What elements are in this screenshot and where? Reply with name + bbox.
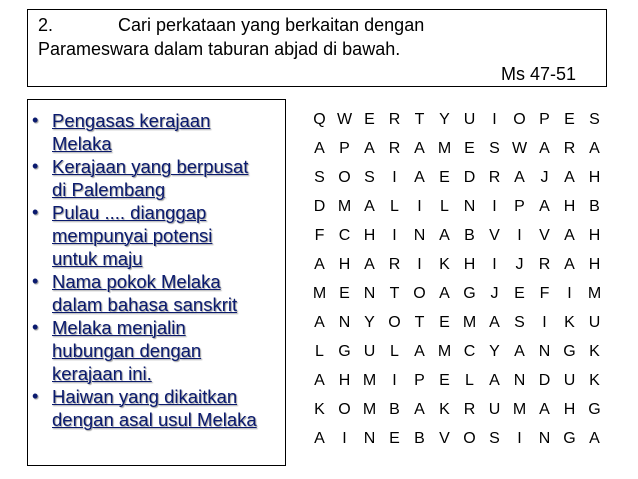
grid-letter[interactable]: A [564, 169, 575, 186]
grid-letter[interactable]: O [413, 285, 426, 302]
bullet-icon: • [32, 202, 39, 222]
clue-line: Nama pokok Melaka [52, 271, 221, 292]
grid-letter[interactable]: L [315, 343, 324, 360]
instruction-text-1: Cari perkataan yang berkaitan dengan [118, 15, 425, 35]
grid-letter[interactable]: C [338, 227, 351, 244]
grid-letter[interactable]: A [564, 256, 575, 273]
clue-line: dalam bahasa sanskrit [52, 294, 238, 315]
grid-letter[interactable]: I [517, 227, 522, 244]
grid-letter[interactable]: U [463, 111, 476, 128]
grid-letter[interactable]: W [336, 111, 353, 128]
grid-letter[interactable]: V [489, 227, 500, 244]
clue-line: Kerajaan yang berpusat [52, 156, 249, 177]
grid-row [307, 284, 607, 313]
grid-row [307, 429, 607, 458]
grid-letter[interactable]: G [563, 430, 576, 447]
grid-row [307, 139, 607, 168]
grid-letter[interactable]: N [413, 227, 426, 244]
clue-item [28, 385, 285, 431]
grid-letter[interactable]: T [414, 111, 425, 128]
grid-letter[interactable]: A [414, 343, 425, 360]
grid-letter[interactable]: V [539, 227, 550, 244]
grid-letter[interactable]: N [538, 343, 551, 360]
clue-line: Haiwan yang dikaitkan [52, 386, 238, 407]
grid-letter[interactable]: M [362, 372, 377, 389]
grid-letter[interactable]: R [538, 256, 551, 273]
question-number: 2. [38, 15, 54, 35]
bullet-icon: • [32, 110, 39, 130]
grid-letter[interactable]: A [514, 169, 525, 186]
grid-letter[interactable]: A [514, 343, 525, 360]
grid-row [307, 197, 607, 226]
word-search-grid [307, 110, 607, 458]
grid-letter[interactable]: A [539, 140, 550, 157]
grid-row [307, 168, 607, 197]
grid-letter[interactable]: A [439, 227, 450, 244]
clue-line: di Palembang [52, 179, 166, 200]
grid-row [307, 255, 607, 284]
grid-letter[interactable]: E [439, 372, 450, 389]
grid-letter[interactable]: E [364, 111, 375, 128]
page-reference: Ms 47-51 [500, 64, 576, 84]
grid-letter[interactable]: H [563, 198, 576, 215]
grid-row [307, 313, 607, 342]
grid-letter[interactable]: A [539, 401, 550, 418]
grid-row [307, 110, 607, 139]
clue-item [28, 316, 285, 385]
grid-letter[interactable]: R [388, 256, 401, 273]
grid-letter[interactable]: R [388, 140, 401, 157]
grid-letter[interactable]: K [314, 401, 325, 418]
clue-line: untuk maju [52, 248, 143, 269]
grid-letter[interactable]: O [388, 314, 401, 331]
clue-line: Melaka [52, 133, 112, 154]
grid-letter[interactable]: H [588, 256, 601, 273]
grid-row [307, 371, 607, 400]
grid-letter[interactable]: H [363, 227, 376, 244]
grid-letter[interactable]: P [339, 140, 350, 157]
clue-line: kerajaan ini. [52, 363, 152, 384]
grid-letter[interactable]: P [414, 372, 425, 389]
grid-letter[interactable]: N [513, 372, 526, 389]
grid-letter[interactable]: A [439, 285, 450, 302]
grid-letter[interactable]: O [463, 430, 476, 447]
clue-item [28, 270, 285, 316]
clue-line: Pengasas kerajaan [52, 110, 211, 131]
grid-letter[interactable]: G [588, 401, 601, 418]
grid-letter[interactable]: K [564, 314, 575, 331]
grid-letter[interactable]: Q [313, 111, 326, 128]
grid-letter[interactable]: R [388, 111, 401, 128]
grid-letter[interactable]: A [314, 256, 325, 273]
grid-letter[interactable]: E [439, 314, 450, 331]
grid-letter[interactable]: I [342, 430, 347, 447]
instruction-line-1 [38, 15, 424, 36]
grid-letter[interactable]: F [539, 285, 550, 302]
grid-letter[interactable]: M [362, 401, 377, 418]
grid-letter[interactable]: I [417, 198, 422, 215]
grid-letter[interactable]: B [414, 430, 425, 447]
grid-letter[interactable]: E [389, 430, 400, 447]
grid-letter[interactable]: N [338, 314, 351, 331]
grid-letter[interactable]: N [463, 198, 476, 215]
grid-letter[interactable]: E [464, 140, 475, 157]
grid-letter[interactable]: I [392, 227, 397, 244]
grid-letter[interactable]: U [363, 343, 376, 360]
grid-letter[interactable]: K [589, 372, 600, 389]
grid-letter[interactable]: M [437, 140, 452, 157]
grid-letter[interactable]: S [514, 314, 525, 331]
clue-line: Melaka menjalin [52, 317, 186, 338]
grid-letter[interactable]: V [439, 430, 450, 447]
grid-letter[interactable]: B [464, 227, 475, 244]
grid-letter[interactable]: O [513, 111, 526, 128]
bullet-icon: • [32, 271, 39, 291]
grid-letter[interactable]: W [511, 140, 528, 157]
grid-row [307, 226, 607, 255]
grid-letter[interactable]: U [563, 372, 576, 389]
grid-letter[interactable]: M [312, 285, 327, 302]
grid-letter[interactable]: P [539, 111, 550, 128]
grid-letter[interactable]: L [390, 343, 399, 360]
grid-letter[interactable]: I [392, 372, 397, 389]
clue-line: hubungan dengan [52, 340, 202, 361]
grid-letter[interactable]: M [437, 343, 452, 360]
grid-letter[interactable]: A [414, 401, 425, 418]
clue-box [27, 99, 286, 466]
grid-letter[interactable]: A [589, 140, 600, 157]
grid-letter[interactable]: R [463, 401, 476, 418]
grid-row [307, 342, 607, 371]
grid-letter[interactable]: N [363, 430, 376, 447]
grid-letter[interactable]: H [338, 256, 351, 273]
grid-letter[interactable]: A [364, 198, 375, 215]
bullet-icon: • [32, 156, 39, 176]
grid-letter[interactable]: B [589, 198, 600, 215]
grid-letter[interactable]: K [439, 401, 450, 418]
grid-letter[interactable]: M [337, 198, 352, 215]
grid-letter[interactable]: E [339, 285, 350, 302]
clue-line: dengan asal usul Melaka [52, 409, 257, 430]
bullet-icon: • [32, 386, 39, 406]
grid-letter[interactable]: C [463, 343, 476, 360]
grid-letter[interactable]: L [390, 198, 399, 215]
grid-letter[interactable]: D [538, 372, 551, 389]
clue-item [28, 109, 285, 155]
grid-letter[interactable]: S [489, 430, 500, 447]
grid-letter[interactable]: R [563, 140, 576, 157]
grid-letter[interactable]: A [314, 430, 325, 447]
grid-letter[interactable]: U [588, 314, 601, 331]
grid-letter[interactable]: T [389, 285, 400, 302]
grid-letter[interactable]: O [338, 401, 351, 418]
grid-letter[interactable]: S [589, 111, 600, 128]
grid-letter[interactable]: A [364, 256, 375, 273]
grid-letter[interactable]: A [314, 314, 325, 331]
grid-letter[interactable]: Y [364, 314, 375, 331]
grid-letter[interactable]: A [489, 314, 500, 331]
instruction-line-2: Parameswara dalam taburan abjad di bawah. [38, 39, 401, 59]
grid-letter[interactable]: G [563, 343, 576, 360]
grid-letter[interactable]: J [515, 256, 524, 273]
grid-letter[interactable]: I [567, 285, 572, 302]
grid-letter[interactable]: H [588, 169, 601, 186]
grid-letter[interactable]: Y [489, 343, 500, 360]
grid-letter[interactable]: N [363, 285, 376, 302]
clue-item [28, 201, 285, 270]
clue-line: Pulau .... dianggap [52, 202, 207, 223]
grid-letter[interactable]: P [514, 198, 525, 215]
grid-letter[interactable]: T [414, 314, 425, 331]
grid-letter[interactable]: S [314, 169, 325, 186]
grid-letter[interactable]: A [364, 140, 375, 157]
grid-letter[interactable]: U [488, 401, 501, 418]
grid-letter[interactable]: K [589, 343, 600, 360]
grid-letter[interactable]: I [542, 314, 547, 331]
clue-item [28, 155, 285, 201]
grid-letter[interactable]: D [463, 169, 476, 186]
grid-letter[interactable]: A [539, 198, 550, 215]
grid-letter[interactable]: E [514, 285, 525, 302]
grid-letter[interactable]: A [314, 372, 325, 389]
grid-letter[interactable]: D [313, 198, 326, 215]
grid-letter[interactable]: A [589, 430, 600, 447]
grid-letter[interactable]: H [338, 372, 351, 389]
grid-letter[interactable]: I [492, 111, 497, 128]
clue-list [28, 100, 285, 431]
grid-letter[interactable]: M [587, 285, 602, 302]
grid-letter[interactable]: N [538, 430, 551, 447]
grid-letter[interactable]: H [563, 401, 576, 418]
grid-letter[interactable]: S [489, 140, 500, 157]
grid-letter[interactable]: E [439, 169, 450, 186]
clue-line: mempunyai potensi [52, 225, 213, 246]
grid-letter[interactable]: I [417, 256, 422, 273]
grid-letter[interactable]: I [517, 430, 522, 447]
grid-letter[interactable]: J [490, 285, 499, 302]
grid-letter[interactable]: A [314, 140, 325, 157]
grid-letter[interactable]: S [364, 169, 375, 186]
grid-letter[interactable]: L [465, 372, 474, 389]
grid-letter[interactable]: G [463, 285, 476, 302]
grid-letter[interactable]: L [440, 198, 449, 215]
grid-letter[interactable]: A [414, 169, 425, 186]
grid-letter[interactable]: H [463, 256, 476, 273]
grid-letter[interactable]: A [489, 372, 500, 389]
grid-letter[interactable]: E [564, 111, 575, 128]
grid-letter[interactable]: J [540, 169, 549, 186]
grid-letter[interactable]: G [338, 343, 351, 360]
grid-letter[interactable]: A [564, 227, 575, 244]
grid-letter[interactable]: M [462, 314, 477, 331]
grid-letter[interactable]: H [588, 227, 601, 244]
grid-letter[interactable]: Y [439, 111, 450, 128]
grid-letter[interactable]: I [492, 198, 497, 215]
grid-letter[interactable]: I [492, 256, 497, 273]
grid-letter[interactable]: R [488, 169, 501, 186]
grid-row [307, 400, 607, 429]
grid-letter[interactable]: F [314, 227, 325, 244]
bullet-icon: • [32, 317, 39, 337]
grid-letter[interactable]: B [389, 401, 400, 418]
grid-letter[interactable]: I [392, 169, 397, 186]
grid-letter[interactable]: M [512, 401, 527, 418]
grid-letter[interactable]: K [439, 256, 450, 273]
instruction-box [27, 9, 607, 87]
grid-letter[interactable]: A [414, 140, 425, 157]
grid-letter[interactable]: O [338, 169, 351, 186]
